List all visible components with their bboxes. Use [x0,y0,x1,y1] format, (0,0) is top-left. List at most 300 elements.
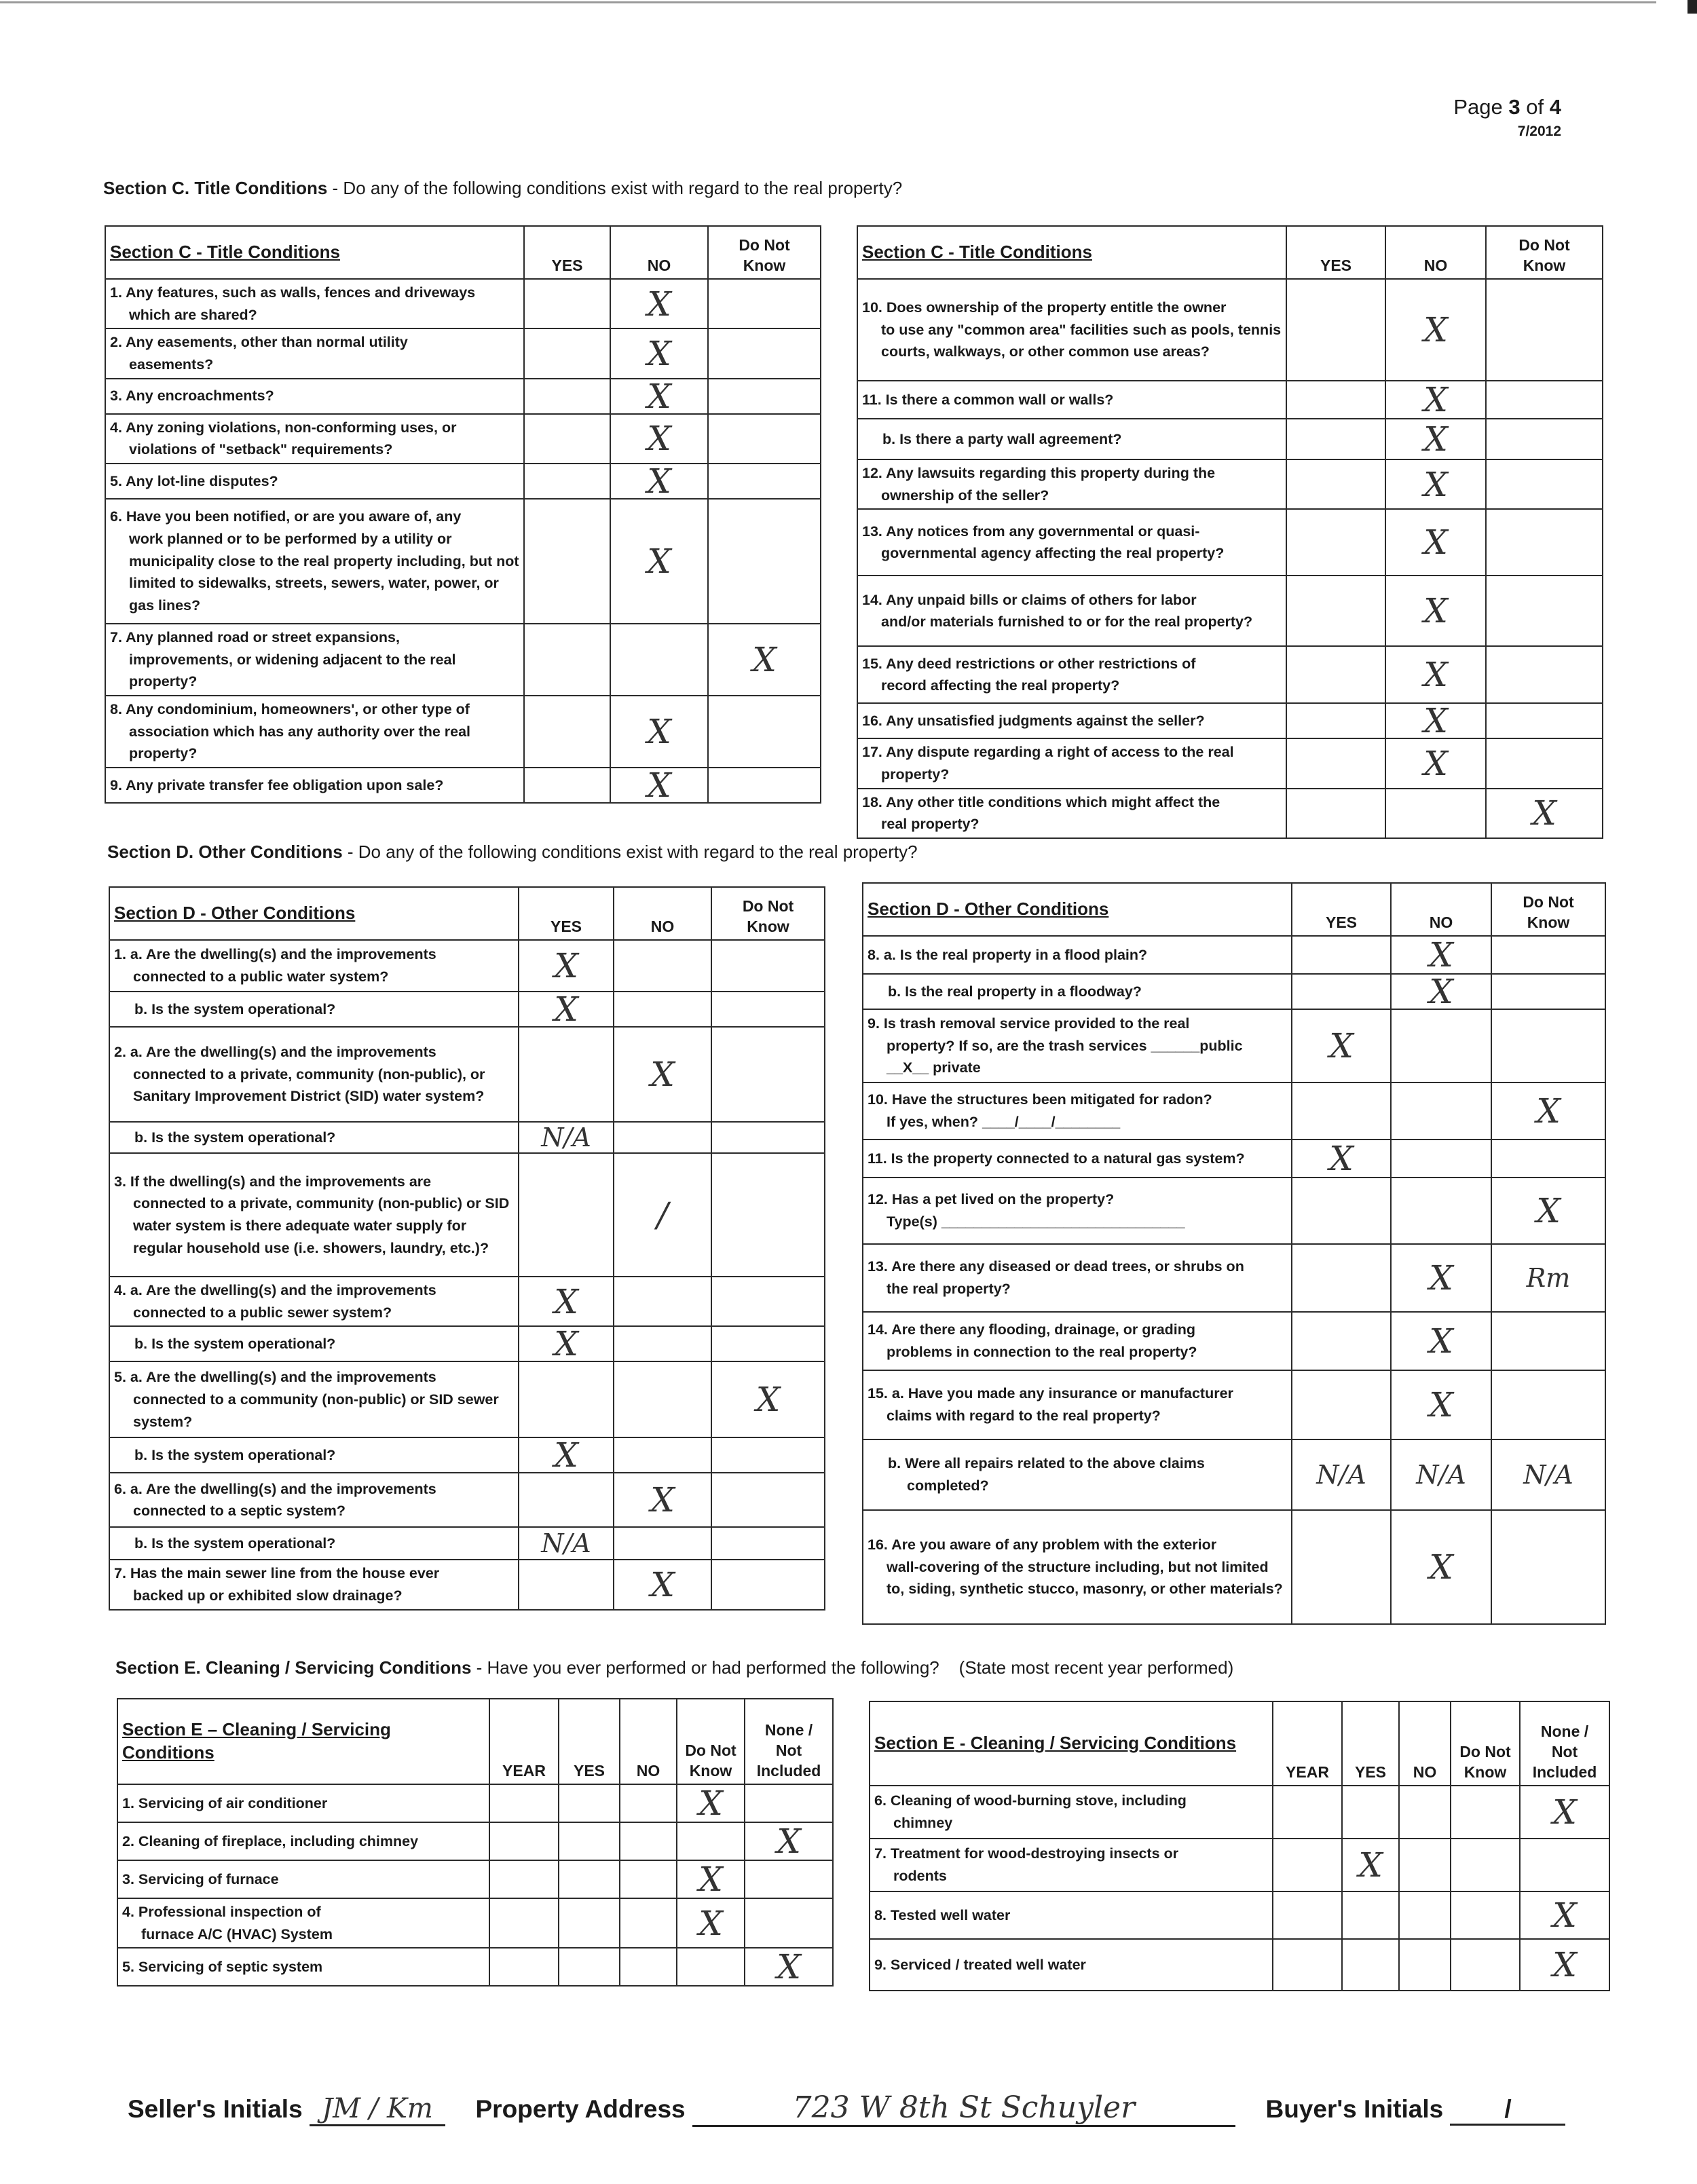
answer-none-cell[interactable] [1520,1839,1609,1891]
answer-yes-cell[interactable] [559,1784,620,1822]
answer-yes-cell[interactable]: N/A [519,1527,614,1560]
col-no: NO [1385,226,1486,279]
answer-no-cell[interactable] [1399,1786,1451,1839]
answer-year-cell[interactable] [1273,1939,1342,1991]
question-text: 10. Does ownership of the property entitle the owner to use any "common area" facilities such as pools, tennis courts, walkways, or other common use areas? [857,279,1286,381]
question-text: 3. If the dwelling(s) and the improvements are connected to a private, community (non-public) or SID water system is there adequate water supply for regular household use (i.e. showers, laundry, etc.)? [109,1153,519,1277]
question-row [857,509,1603,576]
answer-dnk-cell[interactable] [711,1527,825,1560]
question-row [117,1860,833,1898]
answer-yes-cell[interactable] [1292,1244,1391,1312]
seller-initials-field[interactable]: JM / Km [310,2093,445,2126]
answer-dnk-cell[interactable] [711,1437,825,1473]
answer-dnk-cell[interactable]: X [708,624,821,696]
question-row [857,459,1603,509]
answer-dnk-cell[interactable] [1491,1370,1605,1439]
question-text: 11. Is the property connected to a natural gas system? [863,1140,1292,1178]
question-row [863,936,1605,974]
section-c-left-table [105,225,821,804]
answer-dnk-cell[interactable] [708,768,821,803]
question-text: 9. Any private transfer fee obligation upon sale? [105,768,524,803]
property-address-field[interactable]: 723 W 8th St Schuyler [692,2090,1235,2127]
answer-dnk-cell[interactable] [708,499,821,624]
answer-no-cell[interactable]: X [1391,974,1491,1009]
col-year: YEAR [1273,1701,1342,1786]
answer-yes-cell[interactable]: X [519,1277,614,1326]
answer-no-cell[interactable]: X [614,1560,711,1609]
question-row [109,1027,825,1122]
table-title: Section C - Title Conditions [857,226,1286,279]
col-dnk: Do Not Know [1451,1701,1520,1786]
answer-dnk-cell[interactable] [711,1473,825,1527]
answer-yes-cell[interactable] [1342,1786,1399,1839]
question-row [857,381,1603,419]
question-row [863,1370,1605,1439]
answer-none-cell[interactable]: X [1520,1939,1609,1991]
answer-no-cell[interactable]: X [610,768,708,803]
question-row [109,1153,825,1277]
answer-no-cell[interactable] [610,624,708,696]
answer-no-cell[interactable]: X [1391,936,1491,974]
answer-no-cell[interactable]: X [614,1473,711,1527]
answer-no-cell[interactable] [1391,1140,1491,1178]
answer-no-cell[interactable]: X [1385,381,1486,419]
answer-no-cell[interactable]: X [614,1027,711,1122]
answer-no-cell[interactable]: X [610,379,708,414]
question-text: 12. Has a pet lived on the property? Type(s) ______________________________ [863,1178,1292,1244]
answer-yes-cell[interactable] [1286,646,1385,703]
answer-yes-cell[interactable] [1286,789,1385,838]
question-text: b. Is the system operational? [109,1527,519,1560]
question-text: 4. a. Are the dwelling(s) and the improvements connected to a public sewer system? [109,1277,519,1326]
answer-yes-cell[interactable] [1286,576,1385,646]
answer-dnk-cell[interactable] [1491,1140,1605,1178]
answer-yes-cell[interactable] [519,1361,614,1437]
answer-no-cell[interactable]: N/A [1391,1439,1491,1510]
answer-no-cell[interactable]: X [610,414,708,464]
answer-dnk-cell[interactable] [1486,576,1603,646]
question-text: 16. Are you aware of any problem with the exterior wall-covering of the structure including, but not limited to, siding, synthetic stucco, masonry, or other materials? [863,1510,1292,1624]
question-text: 10. Have the structures been mitigated for radon? If yes, when? ____/____/________ [863,1082,1292,1140]
section-e-heading: Section E. Cleaning / Servicing Conditions - Have you ever performed or had performed the following? (State most recent year performed) [115,1657,1234,1678]
question-text: 14. Are there any flooding, drainage, or grading problems in connection to the real property? [863,1312,1292,1370]
question-row [109,1473,825,1527]
question-row [857,738,1603,788]
answer-dnk-cell[interactable] [1451,1839,1520,1891]
page-number: Page 3 of 4 [1453,95,1561,119]
buyer-initials-field[interactable]: / [1450,2095,1565,2126]
question-row [117,1898,833,1948]
answer-dnk-cell[interactable] [708,379,821,414]
answer-no-cell[interactable]: X [610,696,708,768]
col-yes: YES [559,1699,620,1784]
col-none: None / Not Included [745,1699,833,1784]
answer-dnk-cell[interactable] [1491,1510,1605,1624]
answer-dnk-cell[interactable] [1491,1312,1605,1370]
answer-yes-cell[interactable]: X [519,1437,614,1473]
answer-no-cell[interactable] [1391,1082,1491,1140]
answer-dnk-cell[interactable] [711,1122,825,1153]
answer-yes-cell[interactable] [519,1153,614,1277]
answer-no-cell[interactable]: X [610,279,708,328]
answer-no-cell[interactable] [614,1527,711,1560]
answer-yes-cell[interactable] [559,1898,620,1948]
answer-dnk-cell[interactable] [1486,381,1603,419]
answer-dnk-cell[interactable] [708,279,821,328]
answer-none-cell[interactable]: X [1520,1786,1609,1839]
answer-no-cell[interactable] [1391,1009,1491,1082]
col-dnk: Do Not Know [1491,883,1605,936]
answer-no-cell[interactable]: X [1391,1244,1491,1312]
col-dnk: Do Not Know [677,1699,745,1784]
answer-none-cell[interactable] [745,1860,833,1898]
answer-none-cell[interactable] [745,1898,833,1948]
table-title: Section E – Cleaning / Servicing Conditions [117,1699,489,1784]
answer-no-cell[interactable] [614,940,711,992]
answer-yes-cell[interactable]: N/A [519,1122,614,1153]
answer-no-cell[interactable] [614,1326,711,1361]
question-text: 1. a. Are the dwelling(s) and the improvements connected to a public water system? [109,940,519,992]
answer-dnk-cell[interactable]: X [677,1860,745,1898]
question-row [105,499,821,624]
page-info [1425,95,1561,140]
section-c-right-table [857,225,1603,839]
answer-yes-cell[interactable] [1292,936,1391,974]
question-row [870,1891,1609,1939]
col-dnk: Do Not Know [708,226,821,279]
answer-yes-cell[interactable]: X [519,992,614,1027]
answer-yes-cell[interactable] [519,1560,614,1609]
question-text: 3. Any encroachments? [105,379,524,414]
answer-yes-cell[interactable] [1292,974,1391,1009]
question-row [109,1277,825,1326]
question-text: 17. Any dispute regarding a right of access to the real property? [857,738,1286,788]
answer-no-cell[interactable] [620,1784,677,1822]
col-no: NO [1399,1701,1451,1786]
answer-no-cell[interactable] [1385,789,1486,838]
answer-no-cell[interactable] [614,1277,711,1326]
question-row [105,768,821,803]
col-dnk: Do Not Know [1486,226,1603,279]
seller-initials-label: Seller's Initials [128,2095,303,2123]
question-row [863,974,1605,1009]
question-row [109,1326,825,1361]
question-text: b. Is the system operational? [109,1122,519,1153]
answer-yes-cell[interactable] [519,1473,614,1527]
question-row [863,1312,1605,1370]
question-row [857,419,1603,459]
answer-yes-cell[interactable] [559,1822,620,1860]
col-no: NO [614,887,711,940]
answer-yes-cell[interactable] [1292,1370,1391,1439]
answer-yes-cell[interactable] [524,696,610,768]
question-row [863,1439,1605,1510]
question-text: b. Is the real property in a floodway? [863,974,1292,1009]
question-text: 11. Is there a common wall or walls? [857,381,1286,419]
question-text: 16. Any unsatisfied judgments against the seller? [857,703,1286,738]
question-text: 7. Treatment for wood-destroying insects or rodents [870,1839,1273,1891]
col-no: NO [1391,883,1491,936]
answer-dnk-cell[interactable]: X [677,1898,745,1948]
answer-yes-cell[interactable] [519,1027,614,1122]
answer-year-cell[interactable] [1273,1786,1342,1839]
answer-no-cell[interactable] [620,1860,677,1898]
answer-yes-cell[interactable] [1342,1891,1399,1939]
answer-dnk-cell[interactable] [711,1027,825,1122]
question-row [863,1009,1605,1082]
answer-dnk-cell[interactable] [711,1560,825,1609]
answer-no-cell[interactable]: X [1385,279,1486,381]
question-row [109,992,825,1027]
question-row [105,464,821,499]
answer-year-cell[interactable] [489,1860,559,1898]
answer-dnk-cell[interactable] [1486,279,1603,381]
col-no: NO [620,1699,677,1784]
answer-dnk-cell[interactable] [677,1948,745,1986]
question-text: 8. Any condominium, homeowners', or other type of association which has any authority over the real property? [105,696,524,768]
answer-dnk-cell[interactable] [708,464,821,499]
answer-dnk-cell[interactable]: X [1491,1178,1605,1244]
answer-yes-cell[interactable] [1286,419,1385,459]
answer-no-cell[interactable] [614,992,711,1027]
question-text: b. Is the system operational? [109,1437,519,1473]
question-row [870,1939,1609,1991]
answer-yes-cell[interactable] [524,624,610,696]
answer-dnk-cell[interactable] [711,1153,825,1277]
answer-dnk-cell[interactable] [1486,419,1603,459]
answer-no-cell[interactable]: X [1391,1312,1491,1370]
answer-no-cell[interactable] [614,1122,711,1153]
question-row [117,1784,833,1822]
question-text: 15. a. Have you made any insurance or manufacturer claims with regard to the real property? [863,1370,1292,1439]
answer-yes-cell[interactable] [1292,1082,1391,1140]
answer-year-cell[interactable] [489,1822,559,1860]
section-d-right-table [862,882,1606,1625]
question-row [857,279,1603,381]
answer-yes-cell[interactable] [1286,279,1385,381]
answer-no-cell[interactable] [614,1361,711,1437]
question-row [105,279,821,328]
question-text: 5. Servicing of septic system [117,1948,489,1986]
answer-no-cell[interactable]: X [1385,459,1486,509]
answer-yes-cell[interactable]: X [1342,1839,1399,1891]
question-text: 13. Any notices from any governmental or quasi- governmental agency affecting the real property? [857,509,1286,576]
question-row [109,1527,825,1560]
answer-yes-cell[interactable] [1286,509,1385,576]
question-text: 1. Any features, such as walls, fences and driveways which are shared? [105,279,524,328]
col-none: None / Not Included [1520,1701,1609,1786]
question-text: 12. Any lawsuits regarding this property during the ownership of the seller? [857,459,1286,509]
question-row [863,1178,1605,1244]
answer-none-cell[interactable]: X [745,1822,833,1860]
answer-yes-cell[interactable] [524,768,610,803]
answer-yes-cell[interactable] [1292,1510,1391,1624]
answer-dnk-cell[interactable] [711,1277,825,1326]
buyer-initials-label: Buyer's Initials [1265,2095,1444,2123]
answer-dnk-cell[interactable] [1486,459,1603,509]
answer-dnk-cell[interactable] [711,992,825,1027]
answer-no-cell[interactable]: / [614,1153,711,1277]
answer-no-cell[interactable] [1391,1178,1491,1244]
question-text: 1. Servicing of air conditioner [117,1784,489,1822]
answer-dnk-cell[interactable] [677,1822,745,1860]
answer-no-cell[interactable] [614,1437,711,1473]
answer-yes-cell[interactable] [524,464,610,499]
question-row [863,1244,1605,1312]
answer-no-cell[interactable] [1399,1891,1451,1939]
answer-yes-cell[interactable] [524,379,610,414]
question-text: 8. Tested well water [870,1891,1273,1939]
answer-yes-cell[interactable]: X [1292,1140,1391,1178]
answer-no-cell[interactable]: X [1385,419,1486,459]
answer-yes-cell[interactable] [1286,381,1385,419]
question-row [105,696,821,768]
answer-no-cell[interactable]: X [1385,576,1486,646]
answer-dnk-cell[interactable] [1486,509,1603,576]
question-row [863,1510,1605,1624]
question-text: 13. Are there any diseased or dead trees, or shrubs on the real property? [863,1244,1292,1312]
answer-year-cell[interactable] [1273,1839,1342,1891]
question-row [109,940,825,992]
question-text: b. Is there a party wall agreement? [857,419,1286,459]
question-text: 7. Any planned road or street expansions, improvements, or widening adjacent to the real property? [105,624,524,696]
answer-year-cell[interactable] [1273,1891,1342,1939]
answer-no-cell[interactable]: X [610,328,708,378]
answer-dnk-cell[interactable]: Rm [1491,1244,1605,1312]
answer-no-cell[interactable] [1399,1939,1451,1991]
answer-yes-cell[interactable]: N/A [1292,1439,1391,1510]
answer-dnk-cell[interactable] [1491,974,1605,1009]
question-row [870,1839,1609,1891]
answer-yes-cell[interactable] [559,1860,620,1898]
col-yes: YES [1286,226,1385,279]
table-title: Section C - Title Conditions [105,226,524,279]
question-text: 6. Have you been notified, or are you aware of, any work planned or to be performed by a utility or municipality close to the real property including, but not limited to sidewalks, streets, sewers, water, power, or gas lines? [105,499,524,624]
question-text: 8. a. Is the real property in a flood plain? [863,936,1292,974]
question-text: 3. Servicing of furnace [117,1860,489,1898]
answer-year-cell[interactable] [489,1898,559,1948]
answer-yes-cell[interactable]: X [519,940,614,992]
col-yes: YES [519,887,614,940]
answer-yes-cell[interactable] [524,499,610,624]
answer-year-cell[interactable] [489,1948,559,1986]
answer-yes-cell[interactable] [524,414,610,464]
answer-dnk-cell[interactable] [1486,646,1603,703]
answer-yes-cell[interactable] [1342,1939,1399,1991]
question-text: 6. a. Are the dwelling(s) and the improvements connected to a septic system? [109,1473,519,1527]
answer-dnk-cell[interactable] [711,1326,825,1361]
answer-no-cell[interactable]: X [1385,646,1486,703]
answer-dnk-cell[interactable]: X [1491,1082,1605,1140]
answer-no-cell[interactable] [620,1898,677,1948]
answer-no-cell[interactable] [620,1822,677,1860]
answer-year-cell[interactable] [489,1784,559,1822]
question-row [117,1948,833,1986]
answer-yes-cell[interactable] [1292,1178,1391,1244]
question-row [109,1122,825,1153]
question-row [863,1140,1605,1178]
question-row [117,1822,833,1860]
answer-yes-cell[interactable] [524,328,610,378]
answer-yes-cell[interactable]: X [519,1326,614,1361]
question-text: b. Is the system operational? [109,1326,519,1361]
question-text: 2. a. Are the dwelling(s) and the improvements connected to a private, community (non-public), or Sanitary Improvement District (SID) water system? [109,1027,519,1122]
answer-dnk-cell[interactable] [1486,703,1603,738]
answer-dnk-cell[interactable] [1491,936,1605,974]
answer-dnk-cell[interactable] [1486,738,1603,788]
question-text: 5. Any lot-line disputes? [105,464,524,499]
answer-yes-cell[interactable] [524,279,610,328]
answer-dnk-cell[interactable] [1491,1009,1605,1082]
answer-yes-cell[interactable]: X [1292,1009,1391,1082]
answer-dnk-cell[interactable]: X [677,1784,745,1822]
answer-dnk-cell[interactable] [708,414,821,464]
answer-no-cell[interactable] [620,1948,677,1986]
answer-no-cell[interactable]: X [610,464,708,499]
answer-yes-cell[interactable] [1286,738,1385,788]
answer-none-cell[interactable]: X [745,1948,833,1986]
answer-no-cell[interactable]: X [1391,1370,1491,1439]
answer-none-cell[interactable] [745,1784,833,1822]
question-text: 7. Has the main sewer line from the house ever backed up or exhibited slow drainage? [109,1560,519,1609]
question-row [857,703,1603,738]
question-row [857,789,1603,838]
question-row [105,414,821,464]
answer-no-cell[interactable]: X [610,499,708,624]
answer-no-cell[interactable]: X [1385,703,1486,738]
form-date: 7/2012 [1517,124,1561,139]
section-d-heading: Section D. Other Conditions - Do any of the following conditions exist with regard to the real property? [107,842,918,862]
question-row [870,1786,1609,1839]
answer-dnk-cell[interactable]: X [711,1361,825,1437]
answer-yes-cell[interactable] [1286,459,1385,509]
answer-yes-cell[interactable] [559,1948,620,1986]
answer-dnk-cell[interactable] [708,328,821,378]
section-e-right-table [869,1701,1610,1991]
property-address-label: Property Address [475,2095,686,2123]
question-text: 2. Cleaning of fireplace, including chimney [117,1822,489,1860]
answer-dnk-cell[interactable]: X [1486,789,1603,838]
scan-edge-line [0,1,1656,3]
answer-dnk-cell[interactable] [708,696,821,768]
answer-no-cell[interactable]: X [1385,509,1486,576]
answer-dnk-cell[interactable] [1451,1786,1520,1839]
answer-dnk-cell[interactable] [1451,1939,1520,1991]
answer-dnk-cell[interactable] [711,940,825,992]
answer-no-cell[interactable] [1399,1839,1451,1891]
question-row [105,379,821,414]
question-text: 9. Is trash removal service provided to the real property? If so, are the trash services ______public __X__ private [863,1009,1292,1082]
col-yes: YES [1342,1701,1399,1786]
answer-yes-cell[interactable] [1292,1312,1391,1370]
col-yes: YES [1292,883,1391,936]
question-row [857,576,1603,646]
table-title: Section D - Other Conditions [109,887,519,940]
section-d-left-table [109,886,825,1611]
question-text: 5. a. Are the dwelling(s) and the improvements connected to a community (non-public) or SID sewer system? [109,1361,519,1437]
question-text: 2. Any easements, other than normal utility easements? [105,328,524,378]
answer-dnk-cell[interactable]: N/A [1491,1439,1605,1510]
answer-dnk-cell[interactable] [1451,1891,1520,1939]
answer-none-cell[interactable]: X [1520,1891,1609,1939]
question-text: 4. Any zoning violations, non-conforming uses, or violations of "setback" requirements? [105,414,524,464]
question-text: 14. Any unpaid bills or claims of others for labor and/or materials furnished to or for the real property? [857,576,1286,646]
answer-no-cell[interactable]: X [1385,738,1486,788]
question-text: b. Is the system operational? [109,992,519,1027]
answer-yes-cell[interactable] [1286,703,1385,738]
answer-no-cell[interactable]: X [1391,1510,1491,1624]
table-title: Section E - Cleaning / Servicing Conditions [870,1701,1273,1786]
